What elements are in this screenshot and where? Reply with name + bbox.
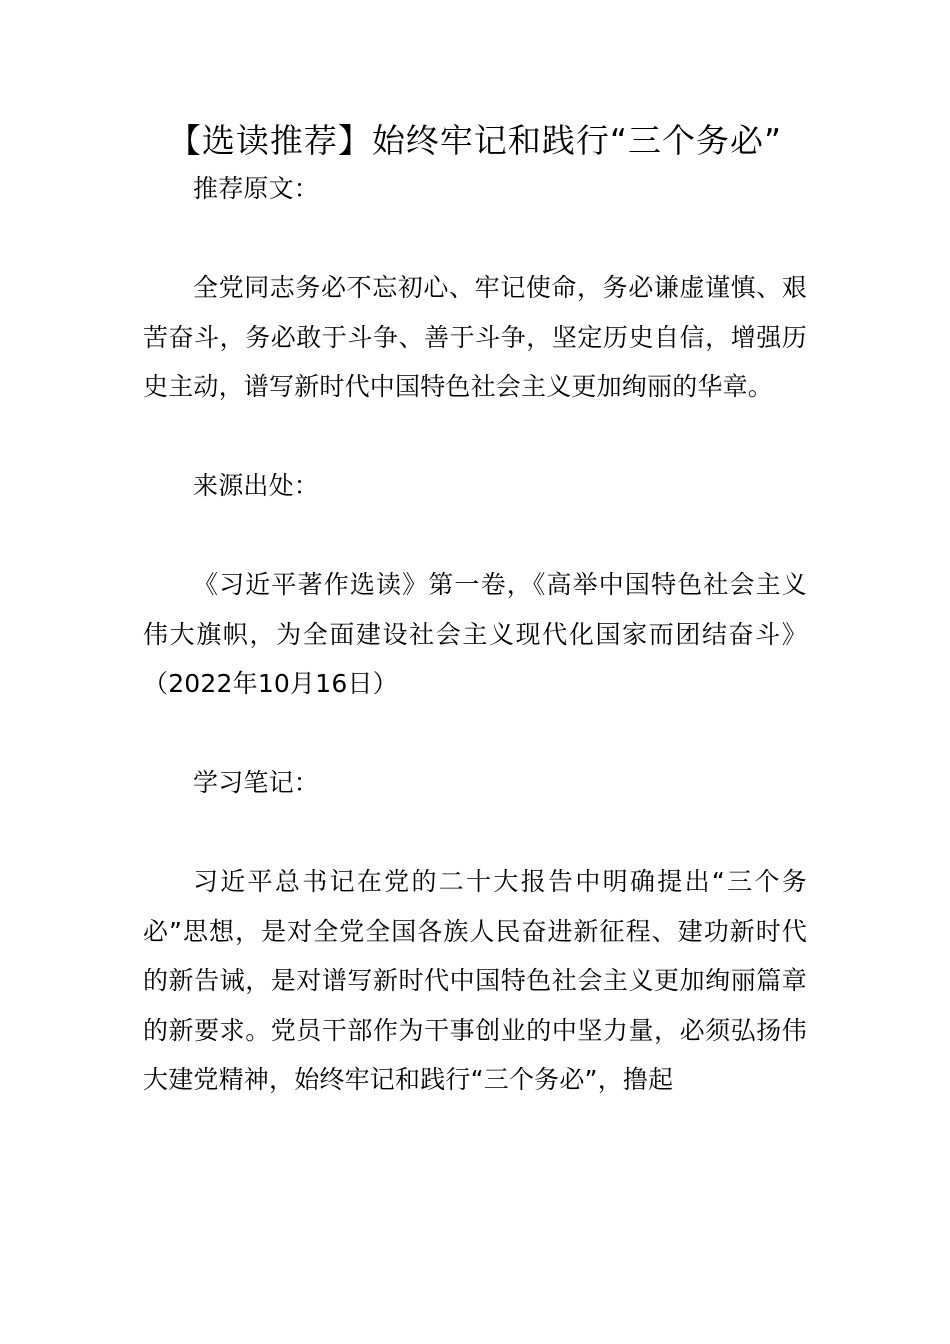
- paragraph-gap: [143, 412, 807, 462]
- section-body-study-notes: 习近平总书记在党的二十大报告中明确提出“三个务必”思想，是对全党全国各族人民奋进新征程、建功新时代的新告诫，是对谱写新时代中国特色社会主义更加绚丽篇章的新要求。党员干部作为干事创业的中坚力量，必须弘扬伟大建党精神，始终牢记和践行“三个务必”，撸起: [143, 867, 807, 1094]
- section-body-original-text: 全党同志务必不忘初心、牢记使命，务必谦虚谨慎、艰苦奋斗，务必敢于斗争、善于斗争，坚定历史自信，增强历史主动，谱写新时代中国特色社会主义更加绚丽的华章。: [143, 273, 807, 401]
- document-page: [143, 118, 807, 1105]
- paragraph-gap: [143, 214, 807, 264]
- section-body-source: 《习近平著作选读》第一卷，《高举中国特色社会主义伟大旗帜，为全面建设社会主义现代化国家而团结奋斗》（2022年10月16日）: [143, 570, 807, 698]
- section-label-source: 来源出处：: [193, 471, 320, 500]
- paragraph-gap: [143, 511, 807, 561]
- section-label-original-text: 推荐原文：: [193, 174, 320, 203]
- paragraph-gap: [143, 808, 807, 858]
- paragraph-gap: [143, 709, 807, 759]
- document-title: 【选读推荐】始终牢记和践行“三个务必”: [167, 121, 783, 160]
- section-label-study-notes: 学习笔记：: [193, 768, 320, 797]
